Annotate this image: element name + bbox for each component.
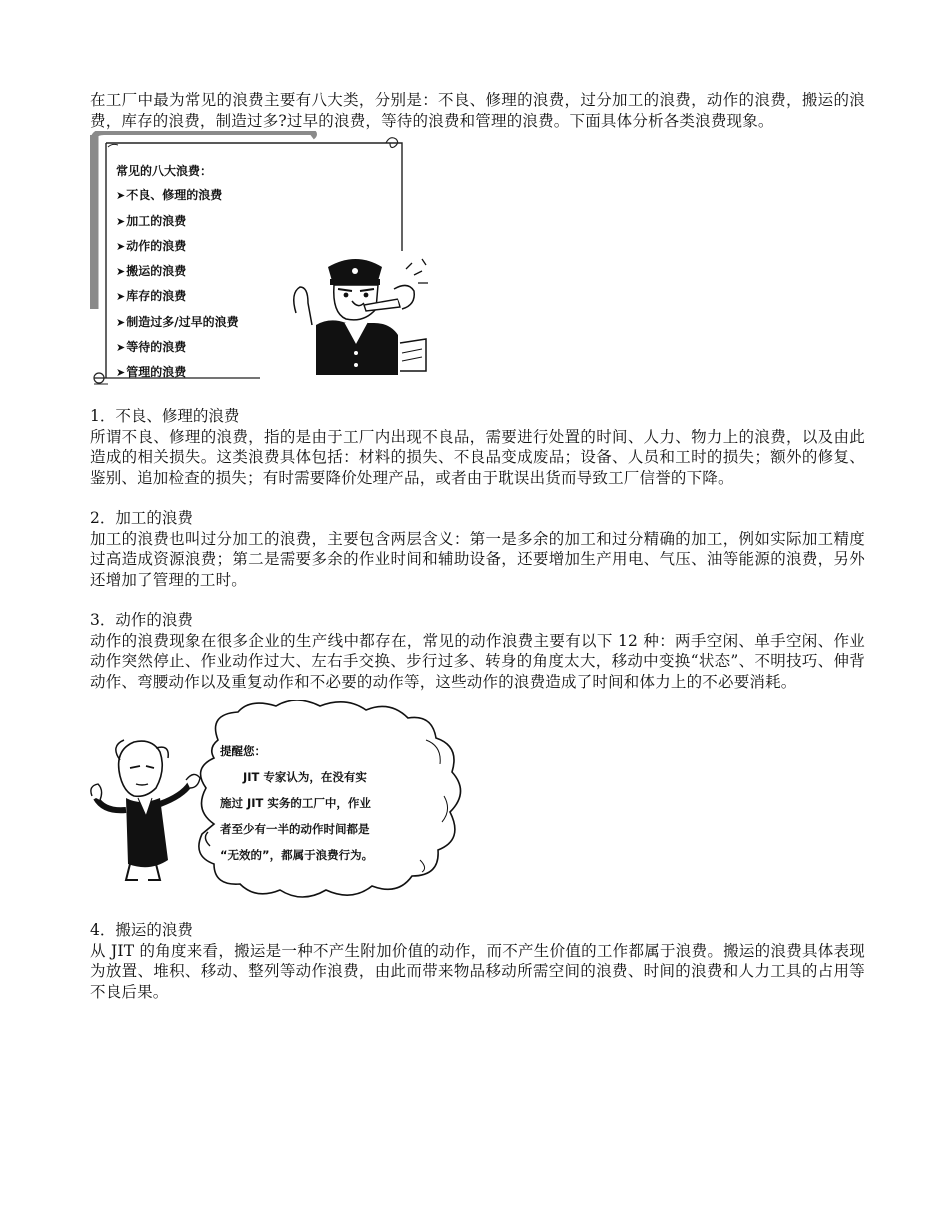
section-heading: 2．加工的浪费 (90, 509, 193, 527)
section-processing-waste (90, 508, 865, 590)
cloud-line: 施过 JIT 实务的工厂中，作业 (220, 796, 371, 810)
arrow-icon: ➤ (116, 214, 126, 228)
scroll-item: ➤不良、修理的浪费 (116, 188, 223, 203)
scroll-title: 常见的八大浪费： (116, 164, 213, 178)
scroll-item: ➤库存的浪费 (116, 289, 187, 304)
cloud-line: 者至少有一半的动作时间都是 (220, 822, 370, 836)
cloud-reminder-text (220, 738, 420, 868)
arrow-icon: ➤ (116, 239, 126, 253)
scroll-item: ➤制造过多/过早的浪费 (116, 314, 239, 329)
section-heading: 4．搬运的浪费 (90, 921, 193, 939)
section-body: 加工的浪费也叫过分加工的浪费，主要包含两层含义：第一是多余的加工和过分精确的加工，例如实际加工精度过高造成资源浪费；第二是需要多余的作业时间和辅助设备，还要增加生产用电、气压、油等能源的浪费，另外还增加了管理的工时。 (90, 529, 865, 589)
section-body: 从 JIT 的角度来看，搬运是一种不产生附加价值的动作，而不产生价值的工作都属于浪费。搬运的浪费具体表现为放置、堆积、移动、整列等动作浪费，由此而带来物品移动所需空间的浪费、时间的浪费和人力工具的占用等不良后果。 (90, 941, 865, 1001)
cloud-line: JIT 专家认为，在没有实 (220, 770, 367, 784)
cloud-line: 提醒您： (220, 744, 266, 758)
section-body: 所谓不良、修理的浪费，指的是由于工厂内出现不良品，需要进行处置的时间、人力、物力上的浪费，以及由此造成的相关损失。这类浪费具体包括：材料的损失、不良品变成废品；设备、人员和工时的损失；额外的修复、鉴别、追加检查的损失；有时需要降价处理产品，或者由于耽误出货而导致工厂信誉的下降。 (90, 427, 865, 487)
section-defect-waste (90, 406, 865, 488)
officer-whistle-illustration (286, 253, 436, 378)
arrow-icon: ➤ (116, 265, 126, 279)
intro-paragraph: 在工厂中最为常见的浪费主要有八大类，分别是：不良、修理的浪费，过分加工的浪费，动作的浪费，搬运的浪费，库存的浪费，制造过多?过早的浪费，等待的浪费和管理的浪费。下面具体分析各类浪费现象。 (90, 91, 865, 130)
arrow-icon: ➤ (116, 290, 126, 304)
arrow-icon: ➤ (116, 341, 126, 355)
cloud-line: “无效的”，都属于浪费行为。 (220, 848, 374, 862)
scroll-item: ➤等待的浪费 (116, 340, 187, 355)
scroll-list (116, 159, 239, 386)
scroll-item: ➤管理的浪费 (116, 365, 187, 380)
reminder-cloud-figure (90, 700, 510, 910)
scroll-item: ➤加工的浪费 (116, 213, 187, 228)
arrow-icon: ➤ (116, 189, 126, 203)
document-page (90, 90, 865, 1002)
eight-wastes-scroll-figure (90, 131, 450, 386)
arrow-icon: ➤ (116, 366, 126, 380)
thinking-man-figure (91, 740, 200, 880)
section-transport-waste (90, 920, 865, 1002)
scroll-item: ➤搬运的浪费 (116, 264, 187, 279)
section-motion-waste (90, 610, 865, 692)
arrow-icon: ➤ (116, 315, 126, 329)
section-heading: 3．动作的浪费 (90, 611, 193, 629)
scroll-item: ➤动作的浪费 (116, 238, 187, 253)
section-body: 动作的浪费现象在很多企业的生产线中都存在，常见的动作浪费主要有以下 12 种：两手空闲、单手空闲、作业动作突然停止、作业动作过大、左右手交换、步行过多、转身的角度太大，移动中变换“状态”、不明技巧、伸背动作、弯腰动作以及重复动作和不必要的动作等，这些动作的浪费造成了时间和体力上的不必要消耗。 (90, 631, 865, 691)
section-heading: 1．不良、修理的浪费 (90, 407, 240, 425)
